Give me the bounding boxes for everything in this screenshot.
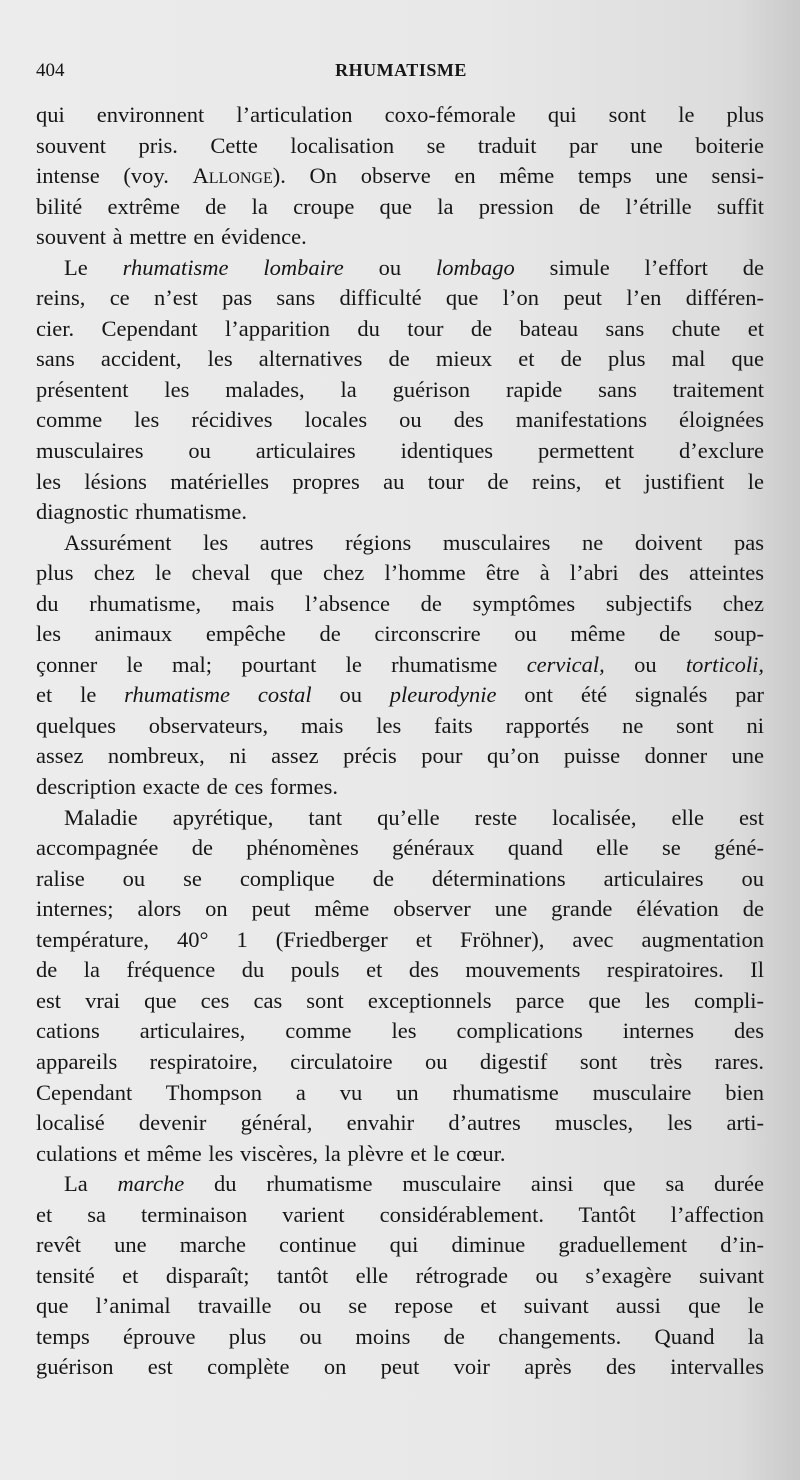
italic-term: torticoli, [685,651,765,677]
text-line: Assurément les autres régions musculaires ne doivent pas [64,529,764,555]
italic-term: pleurodynie [389,682,497,708]
text-line: Le rhumatisme lombaire ou lombago simule l’effort de [64,254,764,280]
text-line: diagnostic rhumatisme. [36,499,247,525]
text-line: les lésions matérielles propres au tour de reins, et justifient le [36,468,764,494]
text-line: température, 40° 1 (Friedberger et Fröhner), avec augmentation [36,926,764,952]
text-line: et sa terminaison varient considérablement. Tantôt l’affection [36,1201,764,1227]
text-line: tensité et disparaît; tantôt elle rétrograde ou s’exagère suivant [36,1262,764,1288]
body-text [36,100,764,1383]
text-line: temps éprouve plus ou moins de changements. Quand la [36,1323,764,1349]
text-line: accompagnée de phénomènes généraux quand elle se géné- [36,835,764,861]
text-line: les animaux empêche de circonscrire ou même de soup- [36,621,764,647]
text-line: souvent à mettre en évidence. [36,224,307,250]
text-line: et le rhumatisme costal ou pleurodynie ont été signalés par [36,682,764,708]
italic-term: lombago [436,254,515,280]
text-line: La marche du rhumatisme musculaire ainsi que sa durée [64,1171,764,1197]
running-title: RHUMATISME [335,60,467,80]
page-header [36,60,766,90]
italic-term: marche [117,1171,185,1197]
text-line: localisé devenir général, envahir d’autres muscles, les arti- [36,1110,764,1136]
text-line: du rhumatisme, mais l’absence de symptômes subjectifs chez [36,590,764,616]
italic-term: rhumatisme lombaire [122,254,344,280]
text-line: appareils respiratoire, circulatoire ou digestif sont très rares. [36,1048,764,1074]
text-line: que l’animal travaille ou se repose et suivant aussi que le [36,1293,764,1319]
text-line: Cependant Thompson a vu un rhumatisme musculaire bien [36,1079,764,1105]
text-line: Maladie apyrétique, tant qu’elle reste localisée, elle est [64,804,764,830]
text-line: plus chez le cheval que chez l’homme être à l’abri des atteintes [36,560,764,586]
text-line: revêt une marche continue qui diminue graduellement d’in- [36,1232,764,1258]
text-line: quelques observateurs, mais les faits rapportés ne sont ni [36,712,764,738]
text-line: description exacte de ces formes. [36,774,338,800]
text-line: guérison est complète on peut voir après des intervalles [36,1354,764,1380]
page-number: 404 [36,60,65,81]
text-line: cations articulaires, comme les complications internes des [36,1018,764,1044]
text-line: çonner le mal; pourtant le rhumatisme cervical, ou torticoli, [36,651,765,677]
text-line: présentent les malades, la guérison rapide sans traitement [36,376,764,402]
text-line: intense (voy. Allonge). On observe en même temps une sensi- [36,163,764,189]
text-line: musculaires ou articulaires identiques permettent d’exclure [36,438,764,464]
text-line: culations et même les viscères, la plèvre et le cœur. [36,1140,506,1166]
text-line: internes; alors on peut même observer une grande élévation de [36,896,764,922]
text-line: qui environnent l’articulation coxo-fémorale qui sont le plus [36,102,764,127]
text-line: ralise ou se complique de déterminations articulaires ou [36,865,764,891]
italic-term: rhumatisme costal [124,682,312,708]
text-line: assez nombreux, ni assez précis pour qu’on puisse donner une [36,743,764,769]
text-line: reins, ce n’est pas sans difficulté que l’on peut l’en différen- [36,285,764,311]
text-line: sans accident, les alternatives de mieux et de plus mal que [36,346,764,372]
italic-term: cervical, [526,651,605,677]
text-line: est vrai que ces cas sont exceptionnels parce que les compli- [36,987,764,1013]
text-line: comme les récidives locales ou des manifestations éloignées [36,407,764,433]
text-line: cier. Cependant l’apparition du tour de bateau sans chute et [36,315,764,341]
cross-reference: Allonge [192,163,273,189]
text-line: de la fréquence du pouls et des mouvements respiratoires. Il [36,957,764,983]
text-line: bilité extrême de la croupe que la pression de l’étrille suffit [36,193,764,219]
text-line: souvent pris. Cette localisation se traduit par une boiterie [36,132,764,158]
